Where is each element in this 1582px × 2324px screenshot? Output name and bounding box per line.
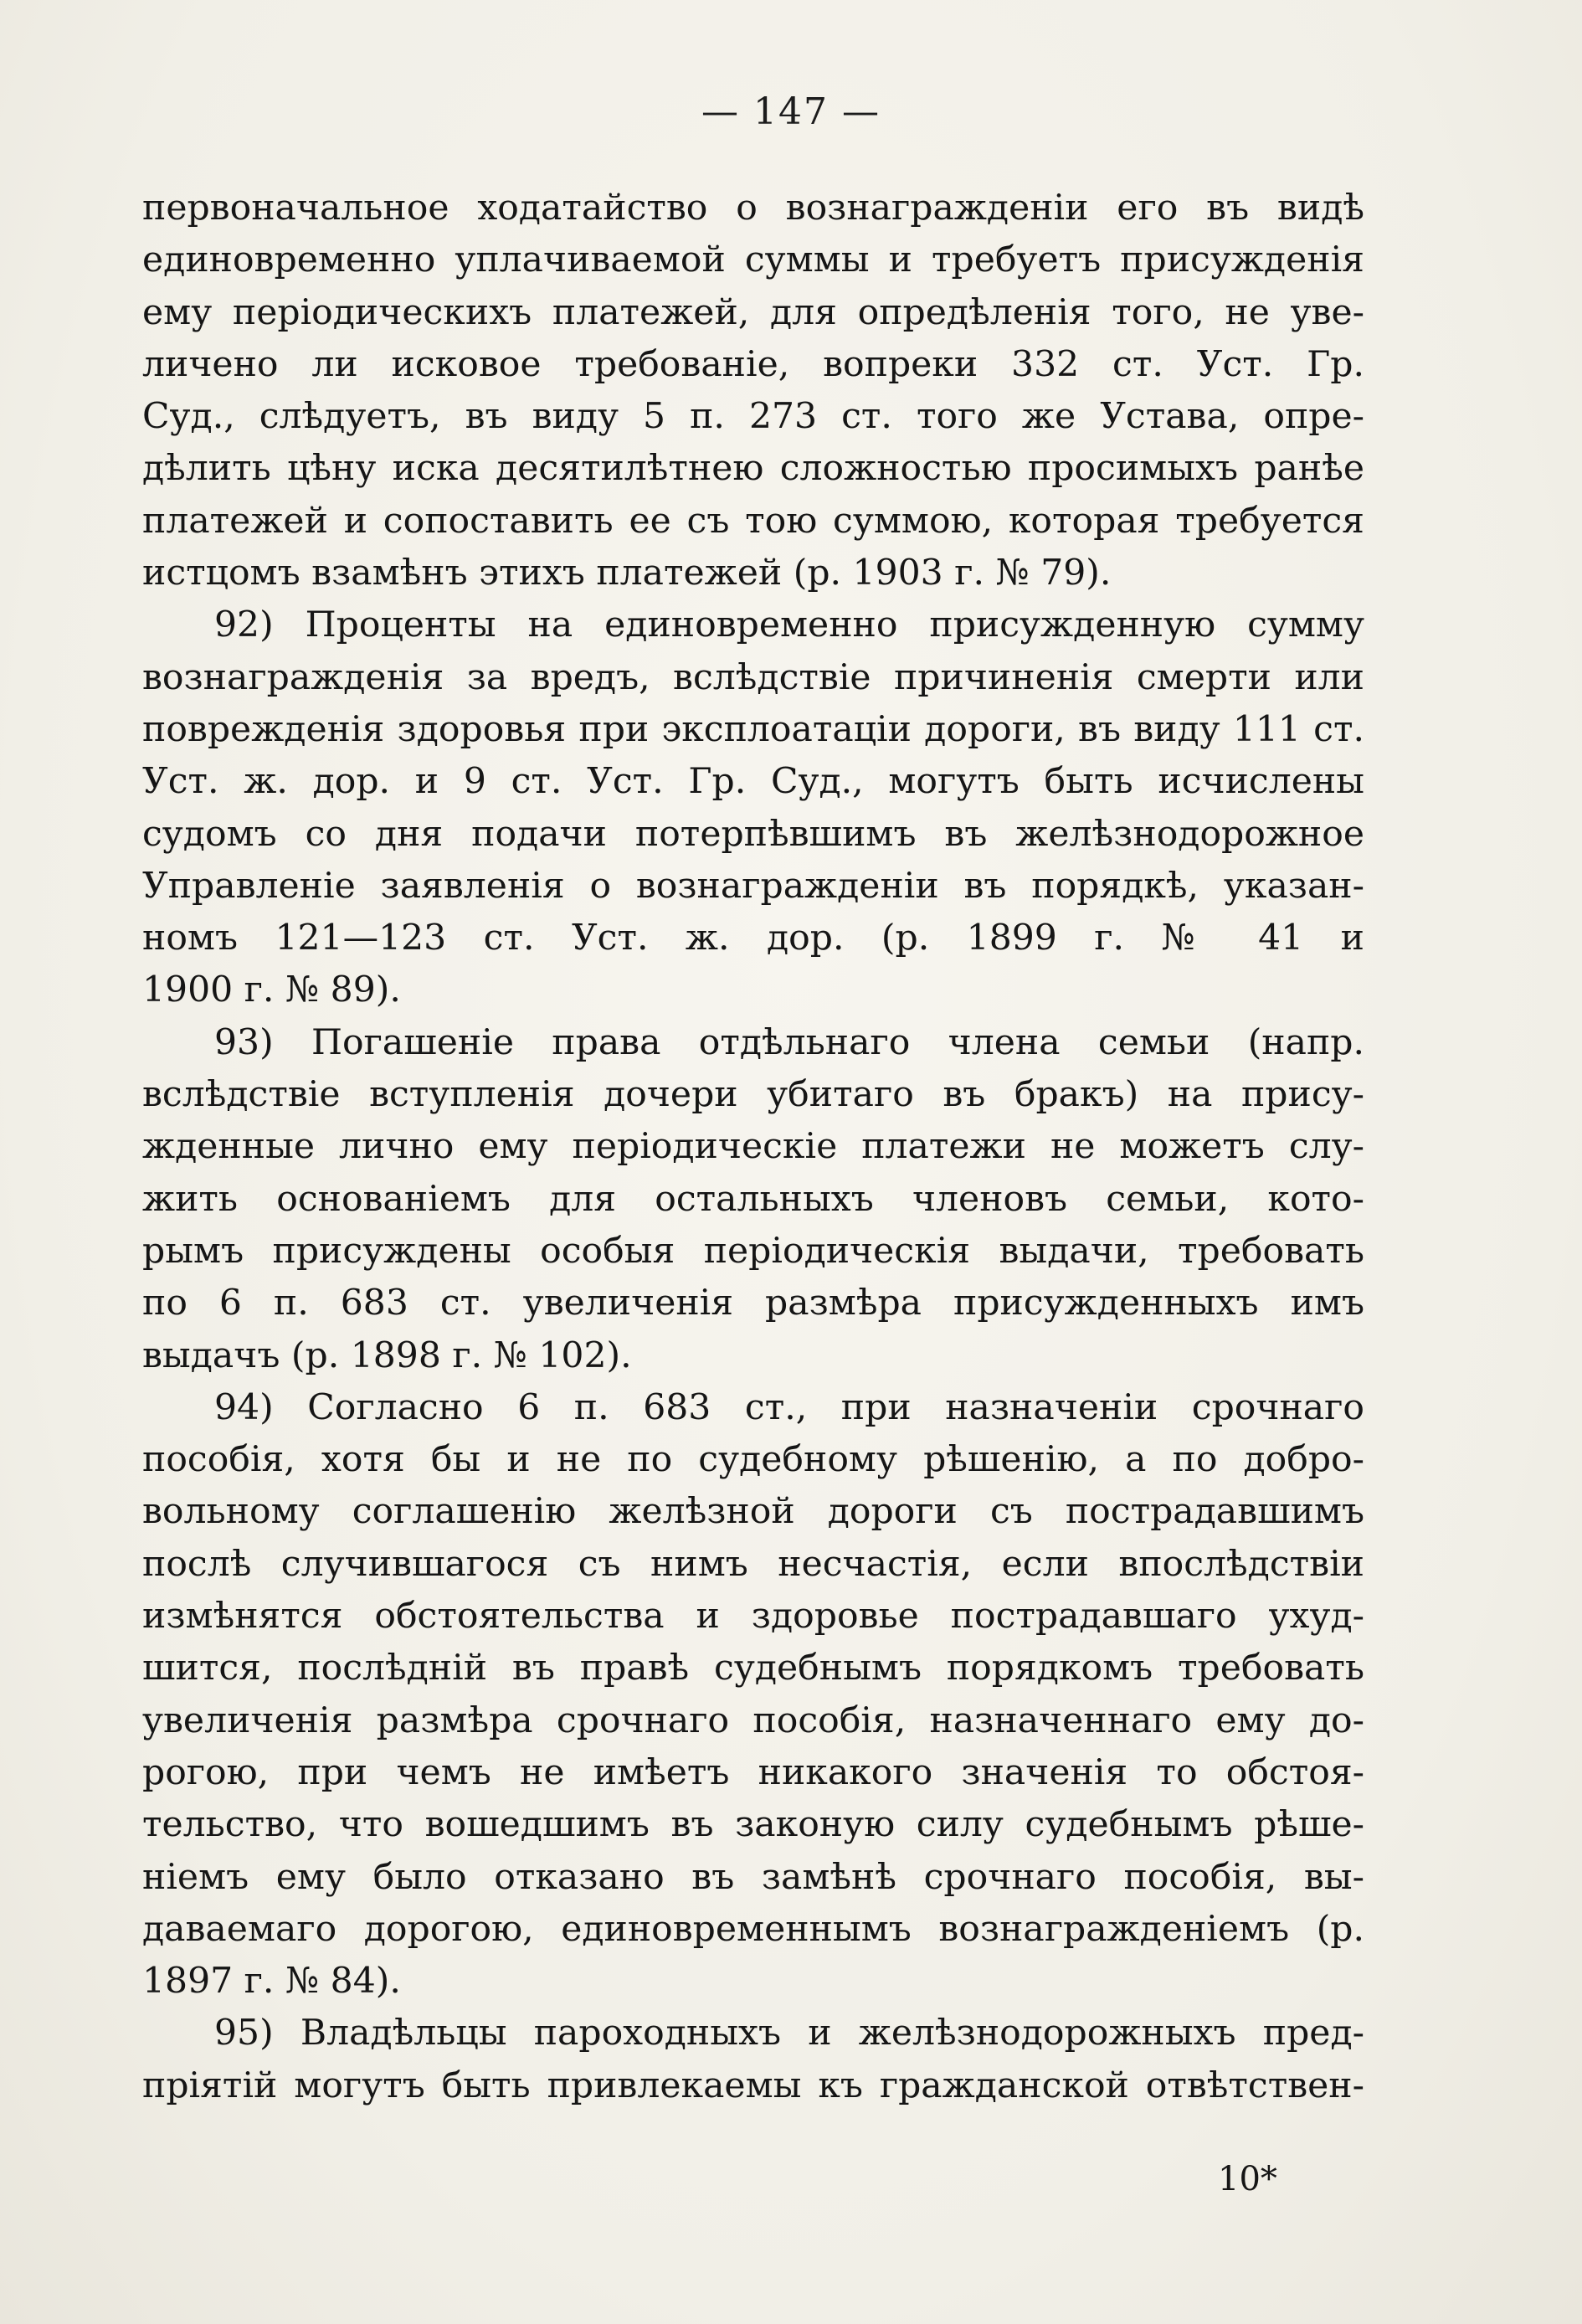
text-line: 95) Владѣльцы пароходныхъ и желѣзнодорожныхъ пред-: [214, 2013, 1364, 2054]
text-line: жить основаніемъ для остальныхъ членовъ семьи, кото-: [142, 1178, 1364, 1220]
text-line: тельство, что вошедшимъ въ законую силу судебнымъ рѣше-: [142, 1804, 1364, 1846]
text-line: рогою, при чемъ не имѣетъ никакого значенія то обстоя-: [142, 1751, 1364, 1793]
text-line: измѣнятся обстоятельства и здоровье пострадавшаго ухуд-: [142, 1596, 1364, 1638]
text-line: дѣлить цѣну иска десятилѣтнею сложностью просимыхъ ранѣе: [142, 448, 1364, 490]
text-line: Управленіе заявленія о вознагражденіи въ порядкѣ, указан-: [142, 865, 1364, 907]
body-text: [142, 183, 1364, 2112]
text-line: 92) Проценты на единовременно присужденную сумму: [214, 604, 1364, 646]
text-line: пріятій могутъ быть привлекаемы къ гражданской отвѣтствен-: [142, 2064, 1364, 2106]
page-number: — 147 —: [701, 90, 881, 133]
text-line: вслѣдствіе вступленія дочери убитаго въ бракъ) на прису-: [142, 1074, 1364, 1116]
text-line: даваемаго дорогою, единовременнымъ вознагражденіемъ (р.: [142, 1908, 1364, 1950]
text-line: Суд., слѣдуетъ, въ виду 5 п. 273 ст. того же Устава, опре-: [142, 396, 1364, 438]
text-line: 1900 г. № 89).: [142, 969, 401, 1011]
text-line: Уст. ж. дор. и 9 ст. Уст. Гр. Суд., могутъ быть исчислены: [142, 761, 1364, 803]
text-line: вознагражденія за вредъ, вслѣдствіе причиненія смерти или: [142, 656, 1364, 698]
text-line: пособія, хотя бы и не по судебному рѣшенію, а по добро-: [142, 1439, 1364, 1481]
text-line: по 6 п. 683 ст. увеличенія размѣра присужденныхъ имъ: [142, 1283, 1364, 1324]
text-line: послѣ случившагося съ нимъ несчастія, если впослѣдствіи: [142, 1543, 1364, 1585]
text-line: личено ли исковое требованіе, вопреки 332 ст. Уст. Гр.: [142, 343, 1364, 385]
text-line: истцомъ взамѣнъ этихъ платежей (р. 1903 г. № 79).: [142, 553, 1112, 594]
text-line: платежей и сопоставить ее съ тою суммою, которая требуется: [142, 500, 1364, 542]
text-line: увеличенія размѣра срочнаго пособія, назначеннаго ему до-: [142, 1699, 1364, 1741]
text-line: жденные лично ему періодическіе платежи не можетъ слу-: [142, 1126, 1364, 1168]
text-line: рымъ присуждены особыя періодическія выдачи, требовать: [142, 1230, 1364, 1272]
text-line: 94) Согласно 6 п. 683 ст., при назначеніи срочнаго: [214, 1386, 1364, 1428]
text-line: ему періодическихъ платежей, для опредѣленія того, не уве-: [142, 291, 1364, 333]
text-line: шится, послѣдній въ правѣ судебнымъ порядкомъ требовать: [142, 1648, 1364, 1689]
text-line: первоначальное ходатайство о вознагражденіи его въ видѣ: [142, 188, 1364, 229]
text-line: единовременно уплачиваемой суммы и требуетъ присужденія: [142, 239, 1364, 281]
text-line: 1897 г. № 84).: [142, 1961, 401, 2003]
text-line: судомъ со дня подачи потерпѣвшимъ въ желѣзнодорожное: [142, 813, 1364, 855]
text-line: номъ 121—123 ст. Уст. ж. дор. (р. 1899 г. № 41 и: [142, 918, 1364, 959]
text-line: вольному соглашенію желѣзной дороги съ пострадавшимъ: [142, 1491, 1364, 1533]
text-line: выдачъ (р. 1898 г. № 102).: [142, 1334, 632, 1376]
text-line: 93) Погашеніе права отдѣльнаго члена семьи (напр.: [214, 1021, 1364, 1063]
signature-mark: 10*: [1218, 2160, 1277, 2198]
text-line: поврежденія здоровья при эксплоатаціи дороги, въ виду 111 ст.: [142, 708, 1364, 750]
text-line: ніемъ ему было отказано въ замѣнѣ срочнаго пособія, вы-: [142, 1856, 1364, 1898]
